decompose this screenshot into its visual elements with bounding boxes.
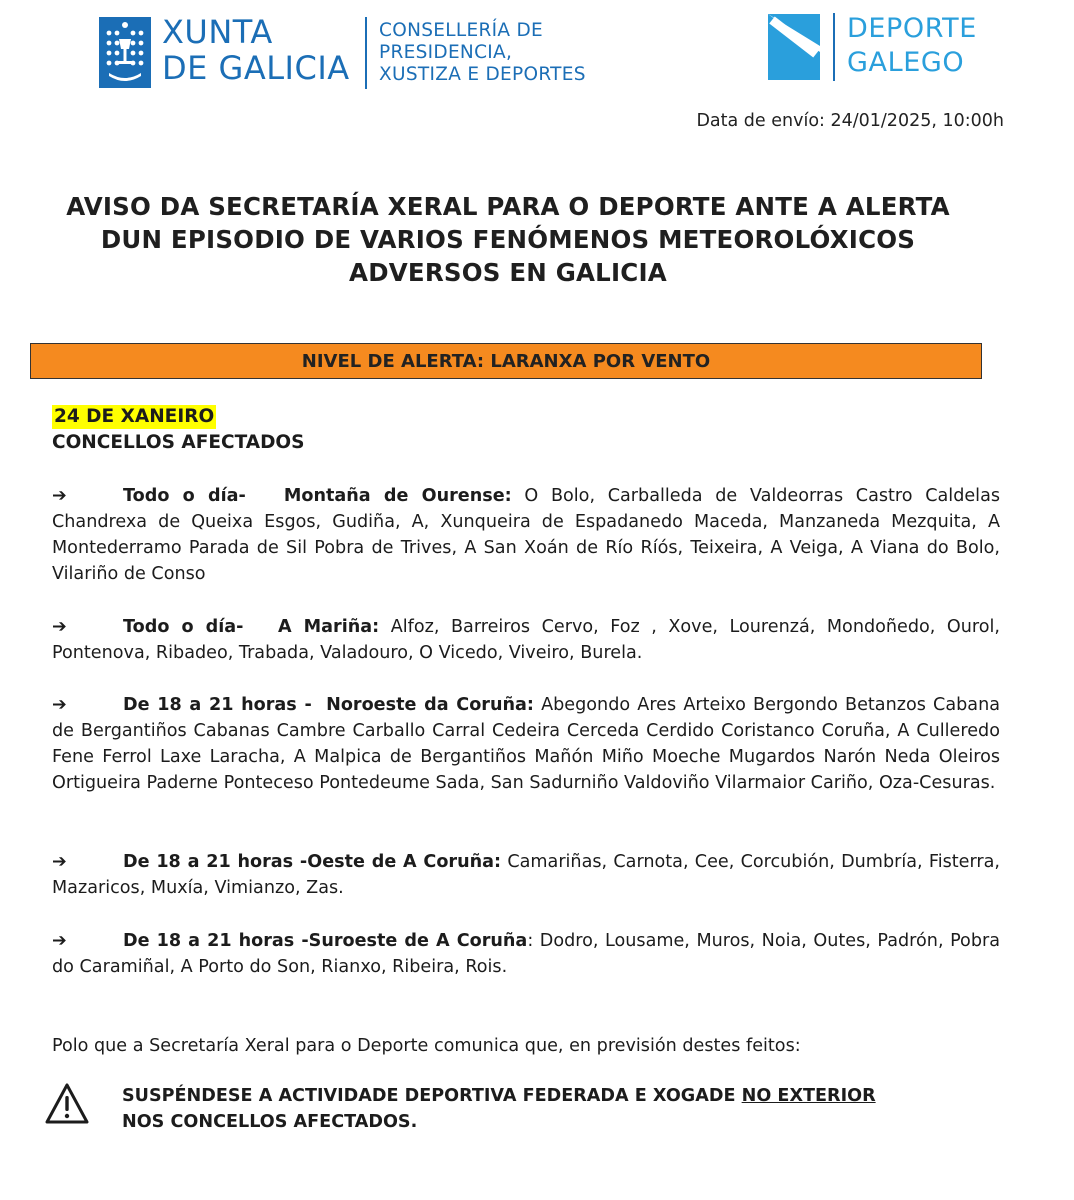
warning-text-part1: SUSPÉNDESE A ACTIVIDADE DEPORTIVA FEDERADA E XOGADE [122,1086,736,1106]
affected-item [52,849,1000,901]
affected-item [52,928,1000,980]
xunta-line2: DE GALICIA [162,49,350,87]
arrow-icon: ➔ [52,852,67,872]
header-divider [365,17,367,89]
dg-line2: GALEGO [847,47,965,78]
item-zone: A Mariña: [278,617,380,637]
arrow-icon: ➔ [52,695,67,715]
deporte-galego-logo [766,12,822,82]
item-text: Alfoz, Barreiros Cervo, Foz , Xove, Lourenzá, Mondoñedo, Ourol, Pontenova, Ribadeo, Trabada, Valadouro, O Vicedo, Viveiro, Burela. [52,617,1001,663]
arrow-icon: ➔ [52,931,67,951]
arrow-icon: ➔ [52,617,67,637]
suspension-notice [122,1083,922,1135]
xunta-line1: XUNTA [162,13,273,51]
xunta-shield-icon [99,17,151,88]
closing-statement: Polo que a Secretaría Xeral para o Deporte comunica que, en previsión destes feitos: [52,1036,801,1056]
deporte-galego-wordmark [847,12,977,80]
item-when: Todo o día- [123,617,244,637]
arrow-icon: ➔ [52,486,67,506]
warning-triangle-icon [44,1082,90,1126]
xunta-shield-logo [99,17,151,88]
affected-item [52,692,1000,796]
item-zone: Suroeste de A Coruña [308,931,528,951]
alert-level-banner: NIVEL DE ALERTA: LARANXA POR VENTO [30,343,982,379]
item-text: Abegondo Ares Arteixo Bergondo Betanzos Cabana de Bergantiños Cabanas Cambre Carballo Carral Cedeira Cerceda Cerdido Coristanco Coruña, A Culleredo Fene Ferrol Laxe Laracha, A Malpica de Bergantiños Mañón Miño Moeche Mugardos Narón Neda Oleiros Ortigueira Paderne Ponteceso Pontedeume Sada, San Sadurniño Valdoviño Vilarmaior Cariño, Oza-Cesuras. [52,695,1000,793]
item-text: Camariñas, Carnota, Cee, Corcubión, Dumbría, Fisterra, Mazaricos, Muxía, Vimianzo, Zas. [52,852,1001,898]
conselleria-name [379,20,586,86]
affected-heading: CONCELLOS AFECTADOS [52,432,305,453]
xunta-wordmark [162,14,350,86]
conselleria-line3: XUSTIZA E DEPORTES [379,64,586,85]
conselleria-line2: PRESIDENCIA, [379,42,513,63]
document-title: AVISO DA SECRETARÍA XERAL PARA O DEPORTE ANTE A ALERTA DUN EPISODIO DE VARIOS FENÓMENOS METEOROLÓXICOS ADVERSOS EN GALICIA [66,192,950,287]
deporte-galego-mark-icon [766,12,822,82]
item-zone: Montaña de Ourense: [283,486,512,506]
send-date: Data de envío: 24/01/2025, 10:00h [696,111,1004,131]
item-text: : Dodro, Lousame, Muros, Noia, Outes, Padrón, Pobra do Caramiñal, A Porto do Son, Rianxo, Ribeira, Rois. [52,931,1000,977]
item-zone: Noroeste da Coruña: [326,695,534,715]
affected-item [52,483,1000,587]
affected-item [52,614,1000,666]
item-zone: Oeste de A Coruña: [307,852,502,872]
item-when: De 18 a 21 horas - [123,695,312,715]
item-when: De 18 a 21 horas - [123,852,308,872]
item-when: De 18 a 21 horas - [123,931,309,951]
conselleria-line1: CONSELLERÍA DE [379,20,544,41]
dg-line1: DEPORTE [847,13,977,44]
alert-date: 24 DE XANEIRO [54,406,215,427]
deporte-galego-divider [833,13,835,81]
warning-text-part2: NOS CONCELLOS AFECTADOS. [122,1112,418,1132]
warning-underlined: NO EXTERIOR [741,1086,876,1106]
item-text: O Bolo, Carballeda de Valdeorras Castro Caldelas Chandrexa de Queixa Esgos, Gudiña, A, Xunqueira de Espadanedo Maceda, Manzaneda Mezquita, A Montederramo Parada de Sil Pobra de Trives, A San Xoán de Río Ríós, Teixeira, A Veiga, A Viana do Bolo, Vilariño de Conso [52,486,1001,584]
item-when: Todo o día- [123,486,246,506]
